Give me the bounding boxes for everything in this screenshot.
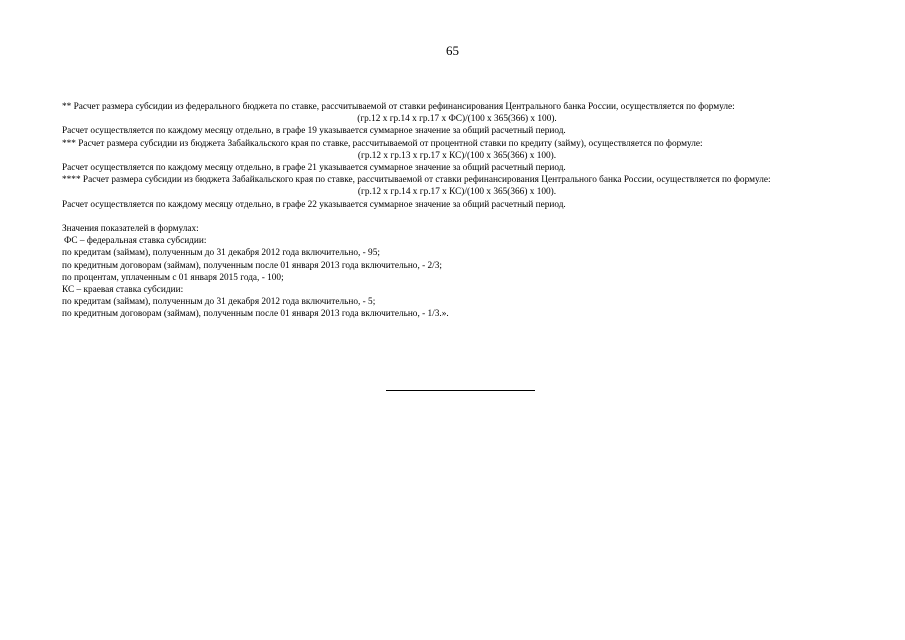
formula-federal-subsidy: (гр.12 х гр.14 х гр.17 х ФС)/(100 х 365(366) х 100). <box>357 114 557 125</box>
footnotes-block <box>62 101 852 321</box>
calculation-note-column-22: Расчет осуществляется по каждому месяцу отдельно, в графе 22 указывается суммарное значение за общий расчетный период. <box>62 199 566 210</box>
federal-rate-label: ФС – федеральная ставка субсидии: <box>64 236 207 247</box>
closing-divider-line <box>386 390 535 391</box>
formula-regional-refinancing-subsidy: (гр.12 х гр.14 х гр.17 х КС)/(100 х 365(366) х 100). <box>357 187 557 198</box>
formula-regional-interest-subsidy: (гр.12 х гр.13 х гр.17 х КС)/(100 х 365(366) х 100). <box>357 150 557 161</box>
paragraph-gap <box>62 211 852 223</box>
federal-rate-item: по кредитам (займам), полученным до 31 декабря 2012 года включительно, - 95; <box>62 248 380 259</box>
formula-values-heading: Значения показателей в формулах: <box>62 224 199 235</box>
federal-rate-item: по кредитным договорам (займам), полученным после 01 января 2013 года включительно, - 2/3; <box>62 260 442 271</box>
federal-rate-item: по процентам, уплаченным с 01 января 2015 года, - 100; <box>62 272 284 283</box>
regional-rate-item: по кредитным договорам (займам), полученным после 01 января 2013 года включительно, - 1/3.». <box>62 309 449 320</box>
regional-rate-label: КС – краевая ставка субсидии: <box>62 285 184 296</box>
regional-rate-item: по кредитам (займам), полученным до 31 декабря 2012 года включительно, - 5; <box>62 297 376 308</box>
footnote-regional-refinancing-subsidy: **** Расчет размера субсидии из бюджета Забайкальского края по ставке, рассчитываемой от ставки рефинансирования Центрального банка России, осуществляется по формуле: <box>62 175 771 186</box>
calculation-note-column-19: Расчет осуществляется по каждому месяцу отдельно, в графе 19 указывается суммарное значение за общий расчетный период. <box>62 126 566 137</box>
footnote-federal-subsidy: ** Расчет размера субсидии из федерального бюджета по ставке, рассчитываемой от ставки рефинансирования Центрального банка России, осуществляется по формуле: <box>62 102 735 112</box>
calculation-note-column-21: Расчет осуществляется по каждому месяцу отдельно, в графе 21 указывается суммарное значение за общий расчетный период. <box>62 163 566 174</box>
page-number: 65 <box>446 43 459 58</box>
footnote-regional-interest-subsidy: *** Расчет размера субсидии из бюджета Забайкальского края по ставке, рассчитываемой от процентной ставки по кредиту (займу), осуществляется по формуле: <box>62 138 703 149</box>
